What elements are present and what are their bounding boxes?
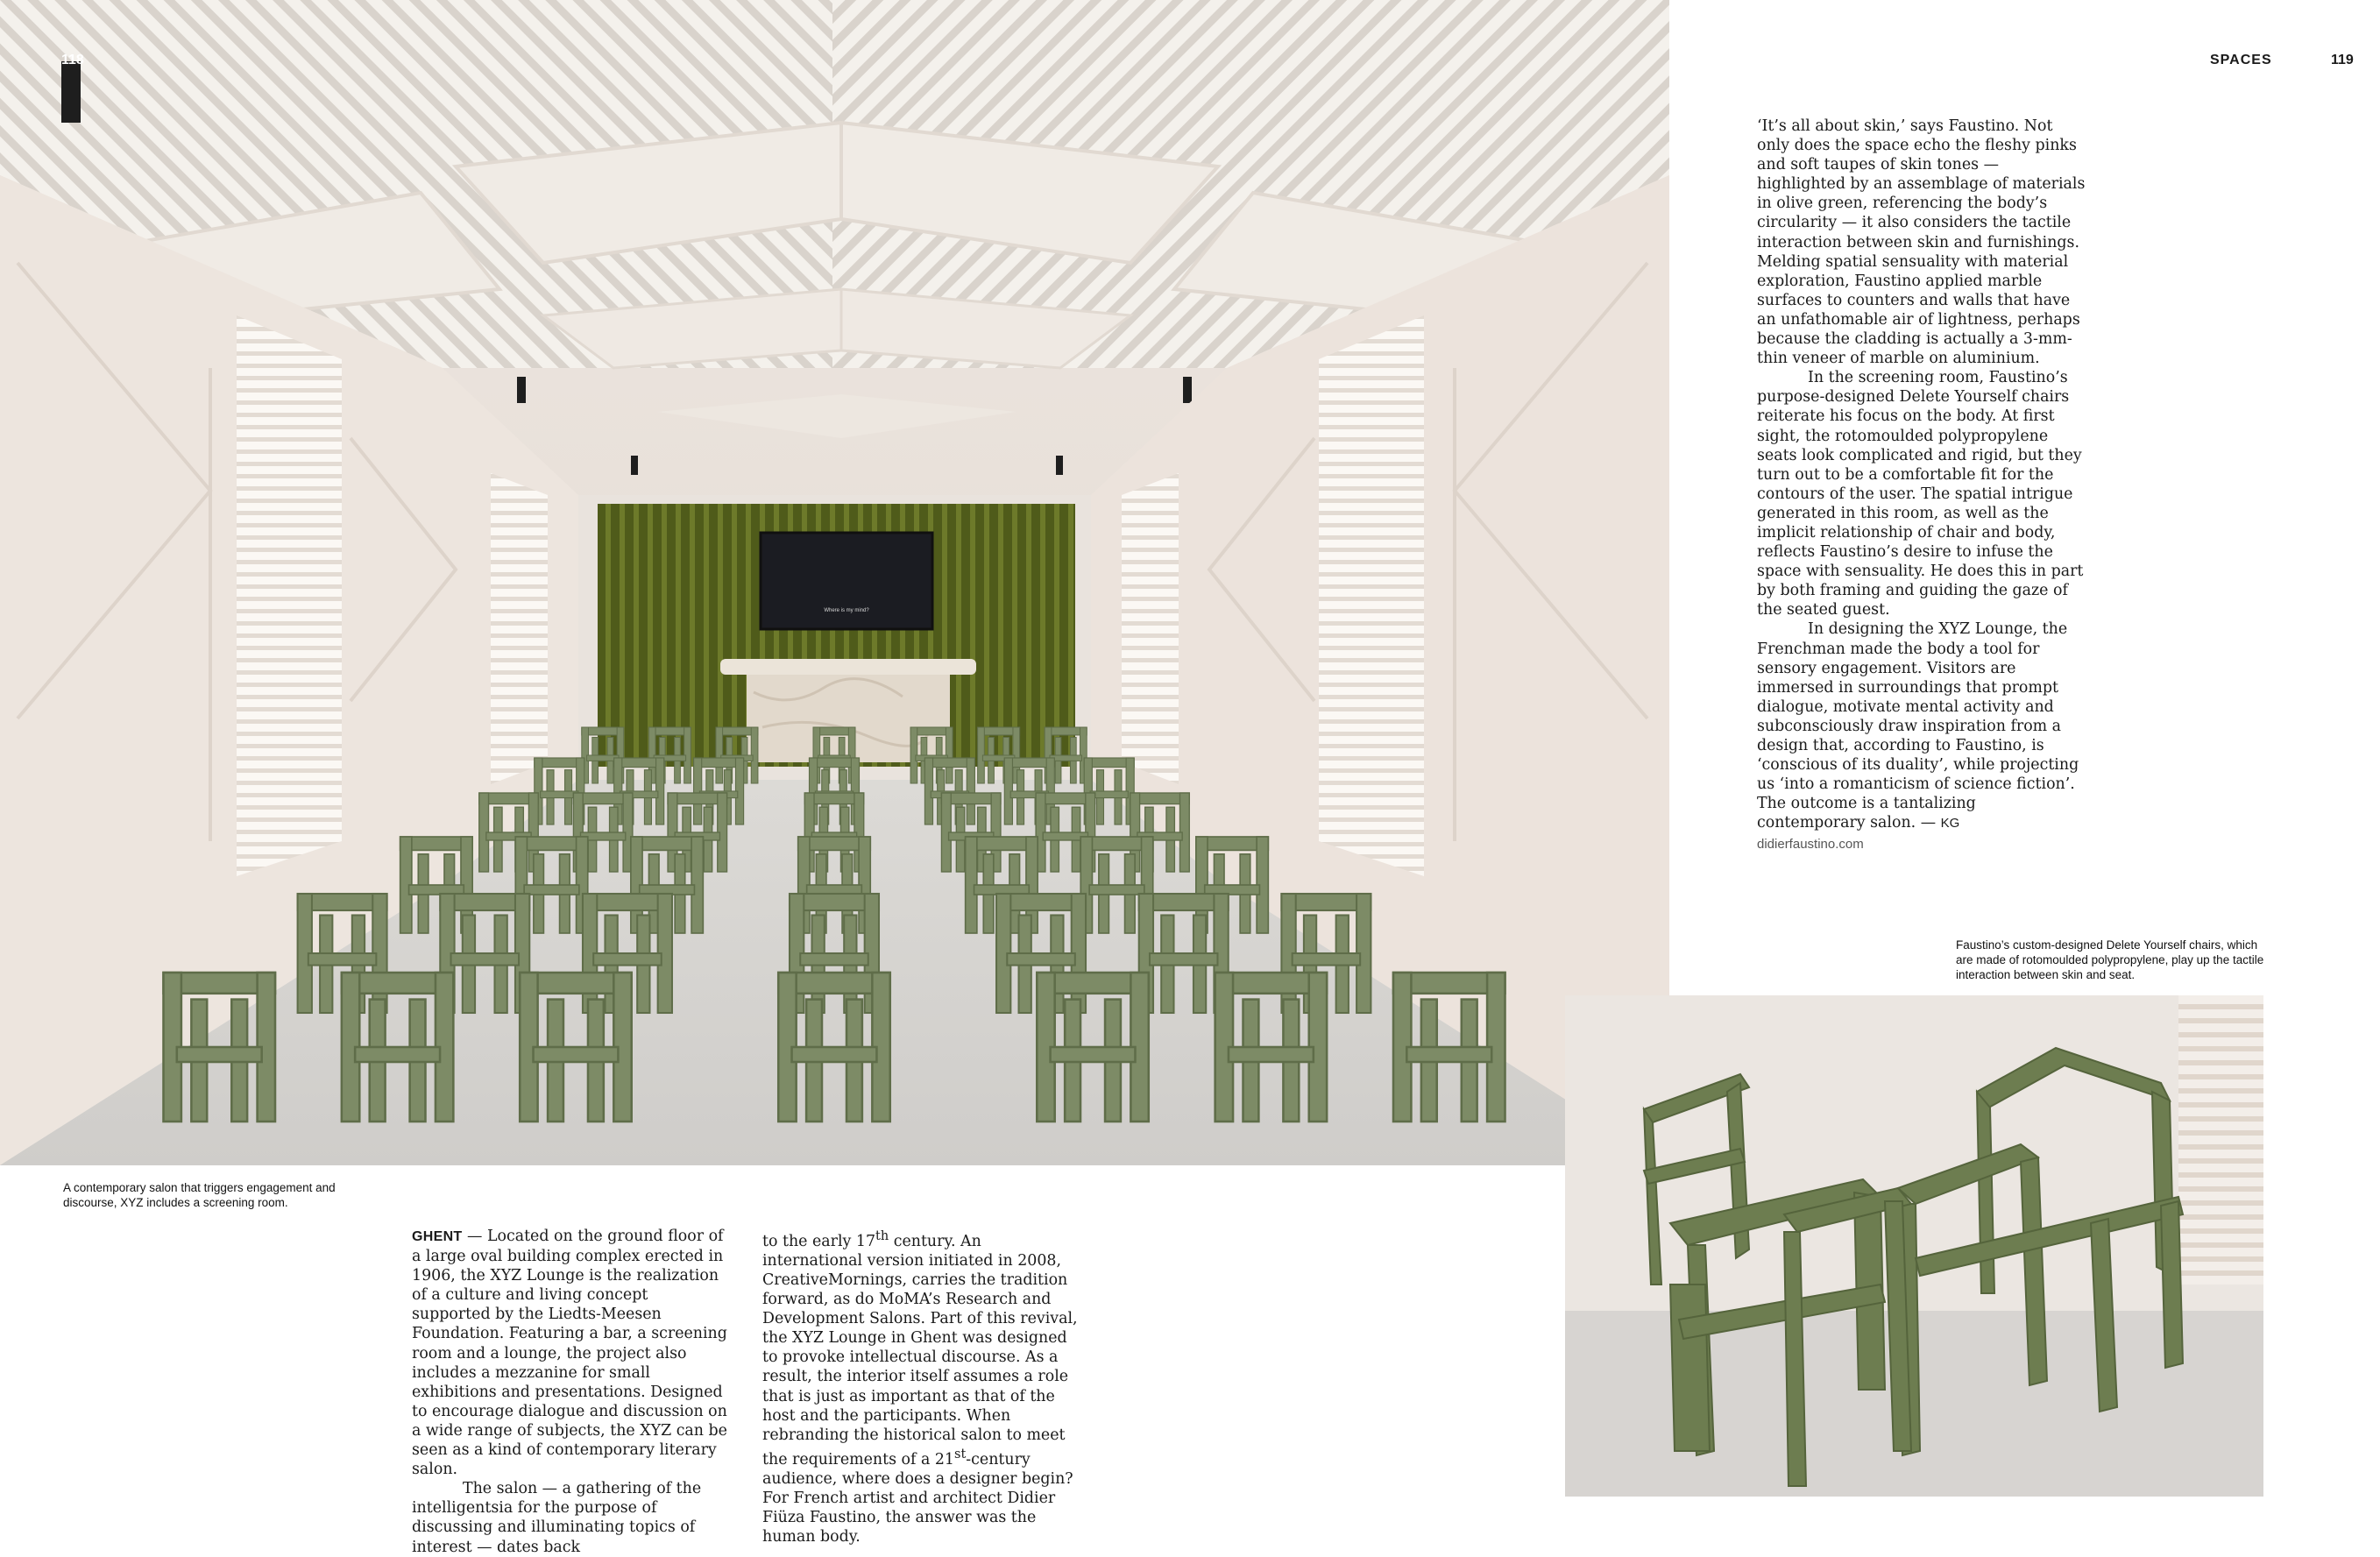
article-paragraph xyxy=(1757,619,2088,833)
section-label: SPACES xyxy=(2210,53,2272,67)
ordinal-suffix: th xyxy=(875,1229,889,1243)
article-paragraph: ‘It’s all about skin,’ says Faustino. Not only does the space echo the fleshy pinks and soft taupes of skin tones — highlighted by an assemblage of materials in olive green, referencing the body’s circularity — it also considers the tactile interaction between skin and furnishings. Melding spatial sensuality with material exploration, Faustino applied marble surfaces to counters and walls that have an unfathomable air of lightness, perhaps because the cladding is actually a 3-mm-thin veneer of marble on aluminium. xyxy=(1757,117,2086,368)
page-number-right: 119 xyxy=(2331,53,2354,67)
article-text: In designing the XYZ Lounge, the Frenchman made the body a tool for sensory engagement. Visitors are immersed in surroundings that prompt dialogue, motivate mental activity and subconsciously draw inspiration from a design that, according to Faustino, is ‘conscious of its duality’, while projecting us ‘into a romanticism of science fiction’. The outcome is a tantalizing contemporary salon. — xyxy=(1757,620,2079,832)
article-paragraph: In the screening room, Faustino’s purpose-designed Delete Yourself chairs reiterate his focus on the body. At first sight, the rotomoulded polypropylene seats look complicated and rigid, but they turn out to be a comfortable fit for the contours of the user. The spatial intrigue generated in this room, as well as the implicit relationship of chair and body, reflects Faustino’s desire to infuse the space with sensuality. He does this in part by both framing and guiding the gaze of the seated guest. xyxy=(1757,369,2084,619)
article-column-1 xyxy=(412,1227,729,1557)
article-text: — Located on the ground floor of a large oval building complex erected in 1906, the XYZ Lounge is the realization of a culture and living concept supported by the Liedts-Meesen Foundation. Featuring a bar, a screening room and a lounge, the project also includes a mezzanine for small exhibitions and presentations. Designed to encourage dialogue and discussion on a wide range of subjects, the XYZ can be seen as a kind of contemporary literary salon. xyxy=(412,1228,727,1479)
article-paragraph: The salon — a gathering of the intelligentsia for the purpose of discussing and illuminating topics of interest — dates back xyxy=(412,1480,702,1556)
article-text: to the early 17 xyxy=(762,1232,876,1250)
article-text: -century audience, where does a designer begin? For French artist and architect Didier Fiüza Faustino, the answer was the human body. xyxy=(762,1450,1073,1546)
page-number-left: 118 xyxy=(61,53,84,67)
screen-caption: Where is my mind? xyxy=(824,608,869,613)
article-text: century. An international version initiated in 2008, CreativeMornings, carries the tradition forward, as do MoMA’s Research and Development Salons. Part of this revival, the XYZ Lounge in Ghent was designed to provoke intellectual discourse. As a result, the interior itself assumes a role that is just as important as that of the host and the participants. When rebranding the historical salon to meet the requirements of a 21 xyxy=(762,1232,1078,1469)
article-column-3 xyxy=(1757,117,2088,855)
article-column-2 xyxy=(762,1227,1080,1546)
ordinal-suffix: st xyxy=(954,1447,967,1461)
website-link[interactable]: didierfaustino.com xyxy=(1757,837,1864,853)
article-paragraph xyxy=(412,1227,729,1479)
chairs-photo-caption: Faustino’s custom-designed Delete Yourself chairs, which are made of rotomoulded polypropylene, play up the tactile interaction between skin and seat. xyxy=(1956,938,2264,981)
author-signature: KG xyxy=(1940,816,1960,832)
chairs-closeup-photo xyxy=(1565,995,2263,1497)
article-paragraph xyxy=(762,1227,1080,1546)
hero-photo-caption: A contemporary salon that triggers engagement and discourse, XYZ includes a screening room. xyxy=(63,1181,336,1209)
dateline: GHENT xyxy=(412,1229,463,1244)
